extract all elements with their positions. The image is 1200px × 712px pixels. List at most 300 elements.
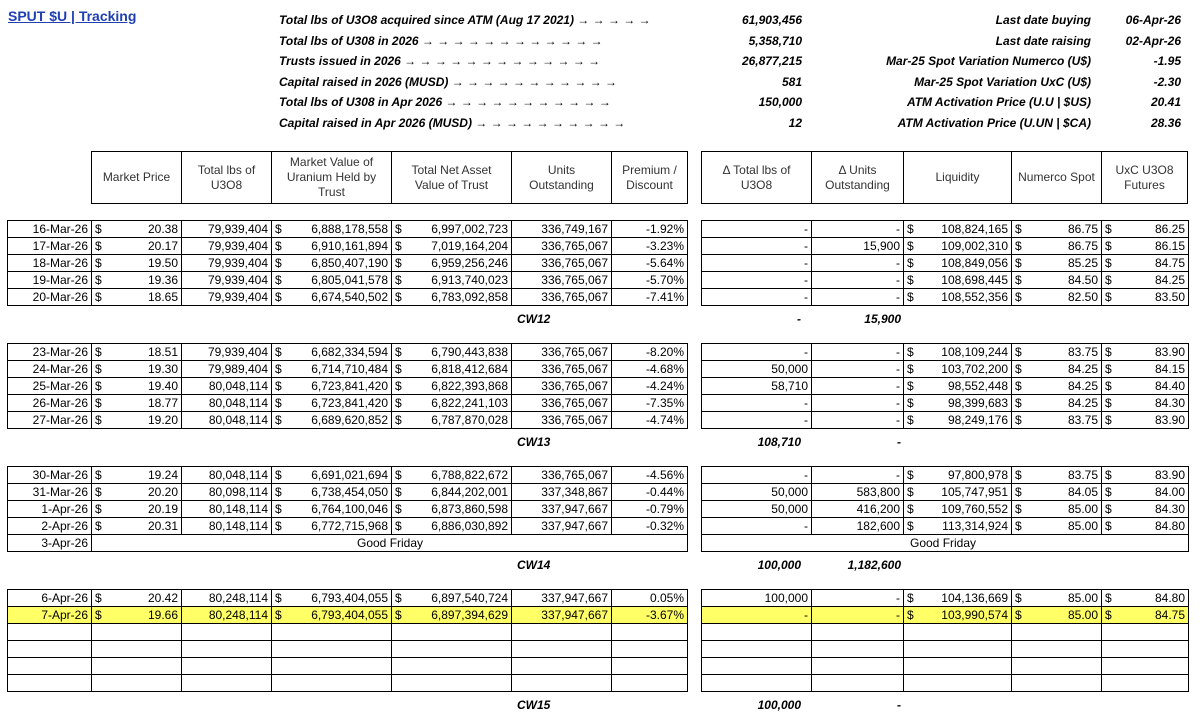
price-cell-value: 19.40 [147,379,178,393]
premium-cell: -3.23% [612,238,688,255]
table-row [8,675,688,692]
delta-lbs-cell: - [702,344,812,361]
dollar-sign: $ [275,362,282,376]
numerco-cell-value: 83.75 [1067,468,1098,482]
dollar-sign: $ [275,379,282,393]
summary-label: Total lbs of U3O8 acquired since ATM (Aug 17 2021) → → → → → [279,13,651,27]
nav-cell [392,361,512,378]
table-row [702,658,1189,675]
premium-cell: -4.74% [612,412,688,429]
numerco-cell [1012,467,1102,484]
nav-cell [392,272,512,289]
dollar-sign: $ [1105,485,1112,499]
empty-cell [702,624,812,641]
liquidity-cell [904,395,1012,412]
nav-cell [392,221,512,238]
dollar-sign: $ [907,608,914,622]
units-cell: 336,765,067 [512,378,612,395]
units-cell: 336,765,067 [512,289,612,306]
dollar-sign: $ [1105,396,1112,410]
nav-cell-value: 6,822,241,103 [431,396,508,410]
dollar-sign: $ [395,239,402,253]
lbs-cell: 79,939,404 [182,344,272,361]
dollar-sign: $ [907,256,914,270]
numerco-cell-value: 86.75 [1067,239,1098,253]
column-header: Market Value of Uranium Held by Trust [271,151,392,204]
market-value-cell-value: 6,793,404,055 [311,608,388,622]
table-row [702,238,1189,255]
table-row [8,624,688,641]
delta-lbs-cell: - [702,255,812,272]
dollar-sign: $ [275,413,282,427]
table-row [8,361,688,378]
nav-cell-value: 6,818,412,684 [431,362,508,376]
column-header: Premium / Discount [611,151,688,204]
delta-lbs-cell: - [702,467,812,484]
numerco-cell-value: 84.05 [1067,485,1098,499]
price-cell [92,518,182,535]
dollar-sign: $ [395,222,402,236]
liquidity-cell [904,238,1012,255]
units-cell: 336,765,067 [512,272,612,289]
table-row [8,378,688,395]
numerco-cell [1012,272,1102,289]
premium-cell: -8.20% [612,344,688,361]
week-label: CW15 [517,698,551,712]
nav-cell [392,501,512,518]
dollar-sign: $ [1015,468,1022,482]
week-label: CW12 [517,311,551,326]
liquidity-cell-value: 98,399,683 [947,396,1008,410]
uxc-cell-value: 84.30 [1154,396,1185,410]
dollar-sign: $ [1015,379,1022,393]
dollar-sign: $ [1105,239,1112,253]
nav-cell [392,467,512,484]
table-row [702,484,1189,501]
numerco-cell [1012,590,1102,607]
price-cell-value: 19.24 [147,468,178,482]
column-header: UxC U3O8 Futures [1101,151,1188,204]
week-delta-units: - [897,698,901,712]
lbs-cell: 80,048,114 [182,467,272,484]
market-value-cell-value: 6,689,620,852 [311,413,388,427]
empty-cell [512,624,612,641]
empty-cell [904,675,1012,692]
data-table-left [7,220,688,306]
uxc-cell-value: 83.90 [1154,413,1185,427]
price-cell [92,344,182,361]
summary-value: 5,358,710 [748,33,802,48]
empty-cell [92,658,182,675]
price-cell [92,289,182,306]
liquidity-cell-value: 104,136,669 [941,591,1008,605]
empty-cell [702,658,812,675]
dollar-sign: $ [1105,413,1112,427]
delta-units-cell: - [812,378,904,395]
nav-cell-value: 6,959,256,246 [431,256,508,270]
uxc-cell [1102,378,1189,395]
dollar-sign: $ [1105,345,1112,359]
table-row [8,607,688,624]
units-cell: 336,765,067 [512,238,612,255]
units-cell: 337,947,667 [512,518,612,535]
dollar-sign: $ [1105,362,1112,376]
table-row [702,361,1189,378]
empty-cell [8,641,92,658]
column-header: Δ Units Outstanding [811,151,904,204]
lbs-cell: 80,148,114 [182,501,272,518]
delta-lbs-cell: - [702,272,812,289]
dollar-sign: $ [907,222,914,236]
empty-cell [612,675,688,692]
dollar-sign: $ [95,468,102,482]
market-value-cell [272,590,392,607]
market-value-cell [272,607,392,624]
nav-cell-value: 6,787,870,028 [431,413,508,427]
numerco-cell-value: 85.00 [1067,519,1098,533]
price-cell-value: 19.50 [147,256,178,270]
empty-cell [904,624,1012,641]
table-row [8,518,688,535]
empty-cell [512,641,612,658]
table-row [702,641,1189,658]
empty-cell [392,675,512,692]
dollar-sign: $ [395,413,402,427]
delta-units-cell: - [812,255,904,272]
liquidity-cell [904,467,1012,484]
table-row [702,590,1189,607]
summary-value: 26,877,215 [741,54,802,68]
nav-cell-value: 6,844,202,001 [431,485,508,499]
date-cell: 3-Apr-26 [8,535,92,552]
nav-cell [392,395,512,412]
uxc-cell-value: 84.40 [1154,379,1185,393]
premium-cell: -3.67% [612,607,688,624]
right-summary-label: ATM Activation Price (U.UN | $CA) [897,115,1091,130]
numerco-cell [1012,412,1102,429]
empty-cell [904,658,1012,675]
dollar-sign: $ [907,345,914,359]
price-cell [92,378,182,395]
column-header: Numerco Spot [1011,151,1102,204]
numerco-cell [1012,484,1102,501]
lbs-cell: 80,048,114 [182,395,272,412]
empty-cell [8,675,92,692]
dollar-sign: $ [907,273,914,287]
dollar-sign: $ [1105,502,1112,516]
price-cell [92,467,182,484]
data-table-left [7,466,688,552]
delta-units-cell: - [812,289,904,306]
nav-cell-value: 6,897,540,724 [431,591,508,605]
premium-cell: 0.05% [612,590,688,607]
market-value-cell [272,412,392,429]
liquidity-cell-value: 108,698,445 [941,273,1008,287]
empty-cell [392,624,512,641]
dollar-sign: $ [95,485,102,499]
empty-cell [1012,658,1102,675]
column-header: Market Price [91,151,182,204]
uxc-cell [1102,467,1189,484]
table-row [8,238,688,255]
column-header: Total Net Asset Value of Trust [391,151,512,204]
premium-cell: -0.32% [612,518,688,535]
price-cell [92,361,182,378]
delta-units-cell: - [812,590,904,607]
dollar-sign: $ [95,239,102,253]
dollar-sign: $ [395,290,402,304]
dollar-sign: $ [95,222,102,236]
dollar-sign: $ [275,519,282,533]
right-summary-value: 28.36 [1150,115,1181,130]
dollar-sign: $ [1015,222,1022,236]
dollar-sign: $ [275,222,282,236]
liquidity-cell [904,590,1012,607]
market-value-cell [272,518,392,535]
numerco-cell [1012,221,1102,238]
numerco-cell-value: 84.25 [1067,396,1098,410]
nav-cell [392,238,512,255]
right-summary-value: 06-Apr-26 [1125,13,1181,27]
numerco-cell-value: 83.75 [1067,413,1098,427]
numerco-cell-value: 85.00 [1067,502,1098,516]
week-delta-units: - [897,434,901,449]
price-cell-value: 18.65 [147,290,178,304]
delta-lbs-cell: 50,000 [702,501,812,518]
data-table-right [701,343,1189,429]
delta-lbs-cell: - [702,518,812,535]
uxc-cell-value: 86.25 [1154,222,1185,236]
liquidity-cell [904,221,1012,238]
liquidity-cell-value: 108,824,165 [941,222,1008,236]
premium-cell: -7.41% [612,289,688,306]
right-summary-value: -2.30 [1153,74,1181,89]
nav-cell-value: 6,886,030,892 [431,519,508,533]
empty-cell [702,641,812,658]
units-cell: 336,749,167 [512,221,612,238]
right-summary-label: ATM Activation Price (U.U | $US) [906,95,1091,109]
units-cell: 336,765,067 [512,467,612,484]
empty-cell [812,624,904,641]
delta-units-cell: - [812,467,904,484]
summary-label: Total lbs of U308 in Apr 2026 → → → → → → → → → → → [279,95,611,109]
delta-units-cell: - [812,395,904,412]
dollar-sign: $ [95,362,102,376]
dollar-sign: $ [275,608,282,622]
dollar-sign: $ [1015,273,1022,287]
lbs-cell: 79,989,404 [182,361,272,378]
uxc-cell [1102,501,1189,518]
uxc-cell-value: 84.80 [1154,519,1185,533]
market-value-cell [272,378,392,395]
delta-units-cell: - [812,221,904,238]
price-cell-value: 18.51 [147,345,178,359]
empty-cell [612,641,688,658]
market-value-cell [272,272,392,289]
dollar-sign: $ [275,502,282,516]
dollar-sign: $ [1105,608,1112,622]
market-value-cell-value: 6,714,710,484 [311,362,388,376]
liquidity-cell [904,255,1012,272]
date-cell: 6-Apr-26 [8,590,92,607]
uxc-cell [1102,238,1189,255]
market-value-cell [272,484,392,501]
lbs-cell: 79,939,404 [182,289,272,306]
data-table-right [701,220,1189,306]
date-cell: 25-Mar-26 [8,378,92,395]
dollar-sign: $ [275,239,282,253]
nav-cell [392,378,512,395]
price-cell [92,590,182,607]
nav-cell [392,590,512,607]
uxc-cell [1102,518,1189,535]
dollar-sign: $ [95,290,102,304]
lbs-cell: 80,098,114 [182,484,272,501]
price-cell [92,412,182,429]
nav-cell-value: 6,790,443,838 [431,345,508,359]
market-value-cell-value: 6,772,715,968 [311,519,388,533]
table-row [702,607,1189,624]
empty-cell [812,675,904,692]
liquidity-cell [904,518,1012,535]
price-cell-value: 18.77 [147,396,178,410]
uxc-cell [1102,395,1189,412]
table-row [8,289,688,306]
dollar-sign: $ [1015,345,1022,359]
empty-cell [512,658,612,675]
lbs-cell: 79,939,404 [182,272,272,289]
lbs-cell: 80,048,114 [182,378,272,395]
dollar-sign: $ [395,345,402,359]
delta-units-cell: - [812,412,904,429]
dollar-sign: $ [907,290,914,304]
liquidity-cell-value: 98,249,176 [947,413,1008,427]
delta-lbs-cell: - [702,412,812,429]
lbs-cell: 79,939,404 [182,221,272,238]
units-cell: 336,765,067 [512,361,612,378]
dollar-sign: $ [95,345,102,359]
empty-cell [1102,675,1189,692]
market-value-cell [272,467,392,484]
week-delta-units: 15,900 [864,311,901,326]
dollar-sign: $ [1015,256,1022,270]
premium-cell: -0.79% [612,501,688,518]
date-cell: 20-Mar-26 [8,289,92,306]
dollar-sign: $ [95,396,102,410]
market-value-cell-value: 6,674,540,502 [311,290,388,304]
summary-label: Trusts issued in 2026 → → → → → → → → → → → → → [279,54,601,68]
empty-cell [1012,675,1102,692]
numerco-cell [1012,238,1102,255]
premium-cell: -7.35% [612,395,688,412]
empty-cell [1012,624,1102,641]
column-header: Units Outstanding [511,151,612,204]
table-row [8,272,688,289]
nav-cell-value: 6,822,393,868 [431,379,508,393]
empty-cell [92,624,182,641]
date-cell: 2-Apr-26 [8,518,92,535]
market-value-cell-value: 6,850,407,190 [311,256,388,270]
liquidity-cell-value: 97,800,978 [947,468,1008,482]
dollar-sign: $ [907,413,914,427]
uxc-cell [1102,272,1189,289]
week-delta-lbs: - [797,311,801,326]
table-row [702,289,1189,306]
numerco-cell [1012,344,1102,361]
right-summary-label: Last date raising [995,33,1091,48]
empty-cell [182,624,272,641]
dollar-sign: $ [395,485,402,499]
units-cell: 337,947,667 [512,607,612,624]
summary-value: 12 [788,115,802,130]
nav-cell [392,412,512,429]
dollar-sign: $ [275,591,282,605]
dollar-sign: $ [1015,485,1022,499]
uxc-cell-value: 83.50 [1154,290,1185,304]
market-value-cell [272,221,392,238]
price-cell [92,238,182,255]
price-cell-value: 20.42 [147,591,178,605]
liquidity-cell-value: 113,314,924 [942,519,1008,533]
uxc-cell [1102,412,1189,429]
date-cell: 17-Mar-26 [8,238,92,255]
date-cell: 24-Mar-26 [8,361,92,378]
price-cell [92,501,182,518]
market-value-cell [272,344,392,361]
numerco-cell-value: 85.00 [1067,591,1098,605]
market-value-cell-value: 6,723,841,420 [311,396,388,410]
dollar-sign: $ [395,502,402,516]
liquidity-cell-value: 108,552,356 [941,290,1008,304]
lbs-cell: 80,148,114 [182,518,272,535]
right-summary-value: 02-Apr-26 [1125,33,1181,48]
nav-cell-value: 6,913,740,023 [431,273,508,287]
dollar-sign: $ [907,379,914,393]
delta-lbs-cell: - [702,395,812,412]
liquidity-cell-value: 108,849,056 [941,256,1008,270]
empty-cell [272,658,392,675]
empty-cell [904,641,1012,658]
delta-units-cell: - [812,344,904,361]
dollar-sign: $ [907,485,914,499]
numerco-cell [1012,395,1102,412]
liquidity-cell [904,289,1012,306]
empty-cell [272,675,392,692]
delta-lbs-cell: 50,000 [702,361,812,378]
empty-cell [392,658,512,675]
uxc-cell-value: 84.30 [1154,502,1185,516]
dollar-sign: $ [1015,362,1022,376]
premium-cell: -4.24% [612,378,688,395]
dollar-sign: $ [95,379,102,393]
empty-cell [182,675,272,692]
dollar-sign: $ [1015,608,1022,622]
date-cell: 23-Mar-26 [8,344,92,361]
liquidity-cell-value: 105,747,951 [941,485,1008,499]
table-row [702,501,1189,518]
price-cell-value: 20.19 [147,502,178,516]
uxc-cell [1102,590,1189,607]
empty-cell [1102,624,1189,641]
empty-cell [702,675,812,692]
price-cell-value: 19.36 [147,273,178,287]
liquidity-cell [904,501,1012,518]
nav-cell [392,518,512,535]
table-row [702,467,1189,484]
price-cell [92,221,182,238]
table-row [702,255,1189,272]
dollar-sign: $ [907,502,914,516]
